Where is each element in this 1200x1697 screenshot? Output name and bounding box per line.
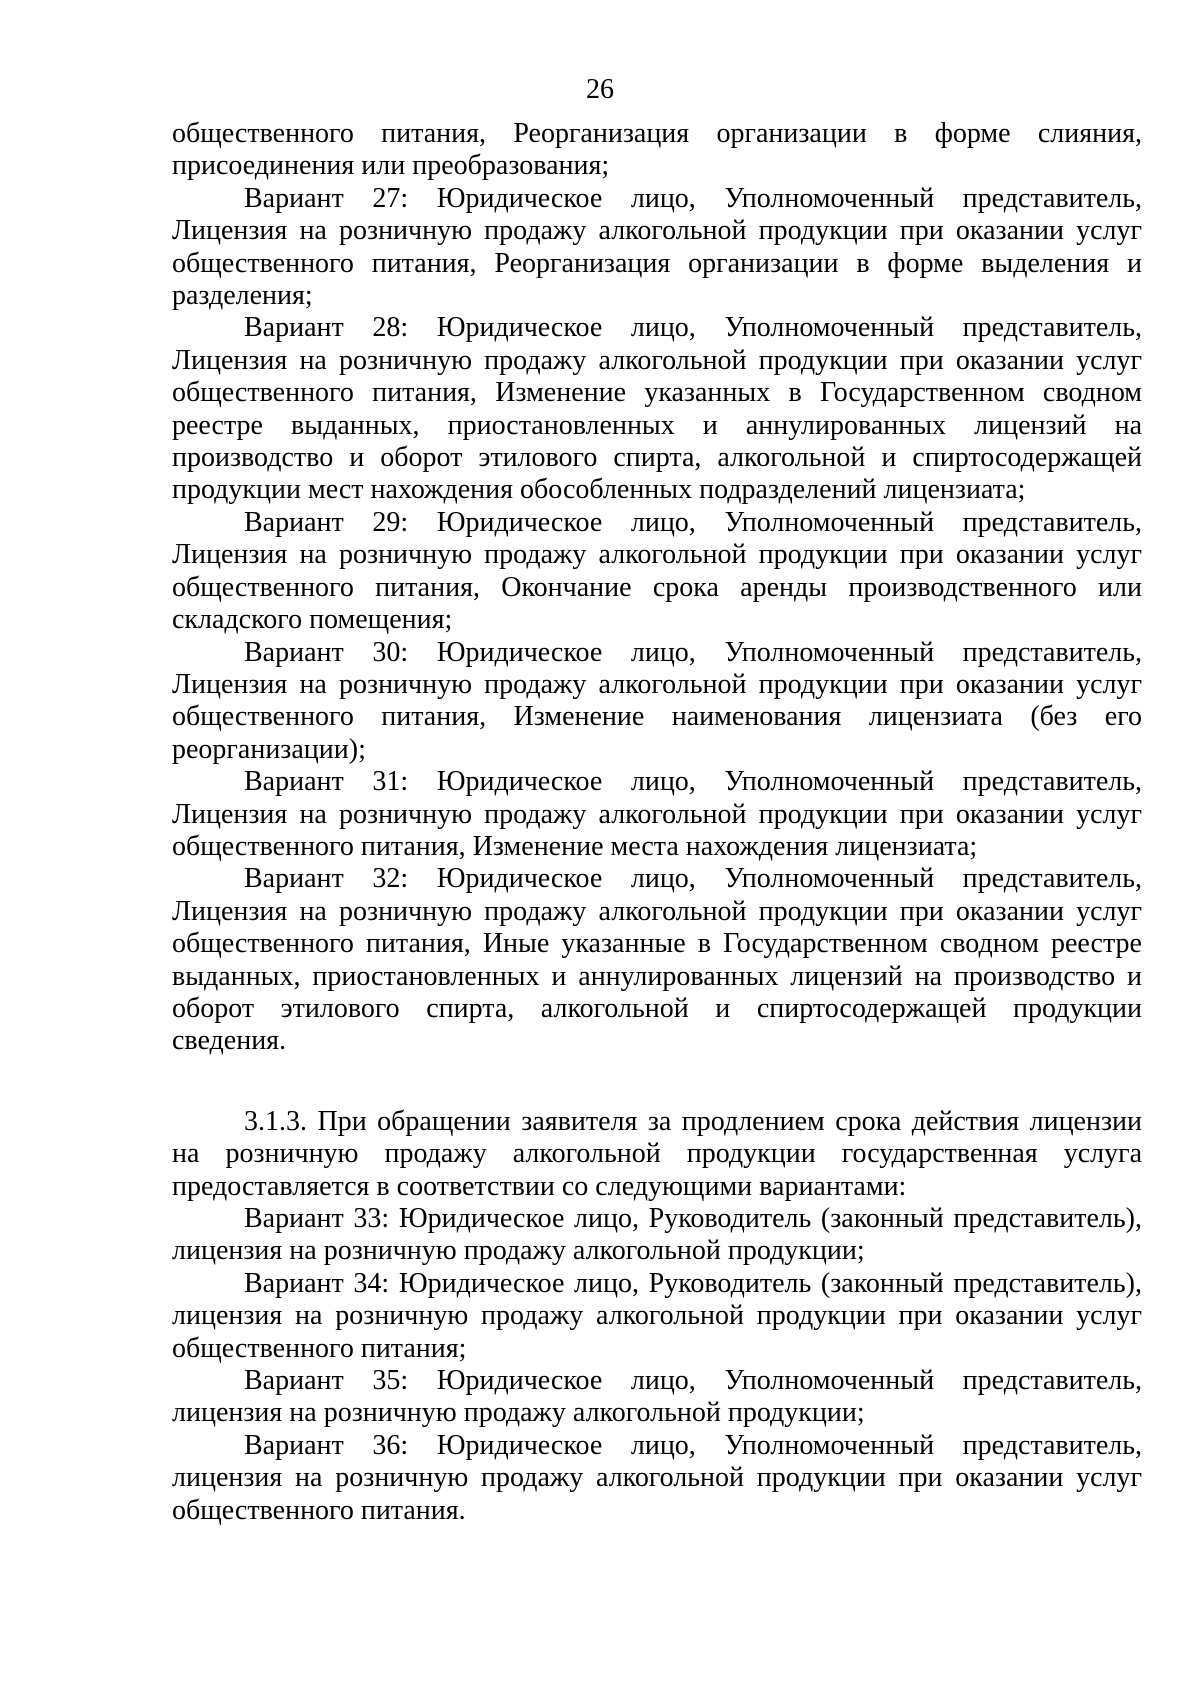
paragraph-variant-28: Вариант 28: Юридическое лицо, Уполномоченный представитель, Лицензия на розничную продажу алкогольной продукции при оказании услуг общественного питания, Изменение указанных в Государственном сводном реестре выданных, приостановленных и аннулированных лицензий на производство и оборот этилового спирта, алкогольной и спиртосодержащей продукции мест нахождения обособленных подразделений лицензиата; [172,312,1142,506]
document-body [172,118,1142,1527]
paragraph-section-3-1-3: 3.1.3. При обращении заявителя за продлением срока действия лицензии на розничную продажу алкогольной продукции государственная услуга предоставляется в соответствии со следующими вариантами: [172,1105,1142,1202]
paragraph-spacer [172,1058,1142,1106]
paragraph-variant-27: Вариант 27: Юридическое лицо, Уполномоченный представитель, Лицензия на розничную продажу алкогольной продукции при оказании услуг общественного питания, Реорганизация организации в форме выделения и разделения; [172,182,1142,312]
paragraph-variant-34: Вариант 34: Юридическое лицо, Руководитель (законный представитель), лицензия на розничную продажу алкогольной продукции при оказании услуг общественного питания; [172,1267,1142,1364]
paragraph-variant-32: Вариант 32: Юридическое лицо, Уполномоченный представитель, Лицензия на розничную продажу алкогольной продукции при оказании услуг общественного питания, Иные указанные в Государственном сводном реестре выданных, приостановленных и аннулированных лицензий на производство и оборот этилового спирта, алкогольной и спиртосодержащей продукции сведения. [172,863,1142,1057]
paragraph-variant-33: Вариант 33: Юридическое лицо, Руководитель (законный представитель), лицензия на розничную продажу алкогольной продукции; [172,1203,1142,1267]
paragraph-variant-29: Вариант 29: Юридическое лицо, Уполномоченный представитель, Лицензия на розничную продажу алкогольной продукции при оказании услуг общественного питания, Окончание срока аренды производственного или складского помещения; [172,506,1142,636]
paragraph-variant-31: Вариант 31: Юридическое лицо, Уполномоченный представитель, Лицензия на розничную продажу алкогольной продукции при оказании услуг общественного питания, Изменение места нахождения лицензиата; [172,766,1142,862]
paragraph-variant-36: Вариант 36: Юридическое лицо, Уполномоченный представитель, лицензия на розничную продажу алкогольной продукции при оказании услуг общественного питания. [172,1429,1142,1526]
page-number: 26 [586,74,614,105]
paragraph-variant-35: Вариант 35: Юридическое лицо, Уполномоченный представитель, лицензия на розничную продажу алкогольной продукции; [172,1365,1142,1429]
paragraph-variant-30: Вариант 30: Юридическое лицо, Уполномоченный представитель, Лицензия на розничную продажу алкогольной продукции при оказании услуг общественного питания, Изменение наименования лицензиата (без его реорганизации); [172,636,1142,765]
paragraph-continuation: общественного питания, Реорганизация организации в форме слияния, присоединения или преобразования; [172,118,1142,182]
